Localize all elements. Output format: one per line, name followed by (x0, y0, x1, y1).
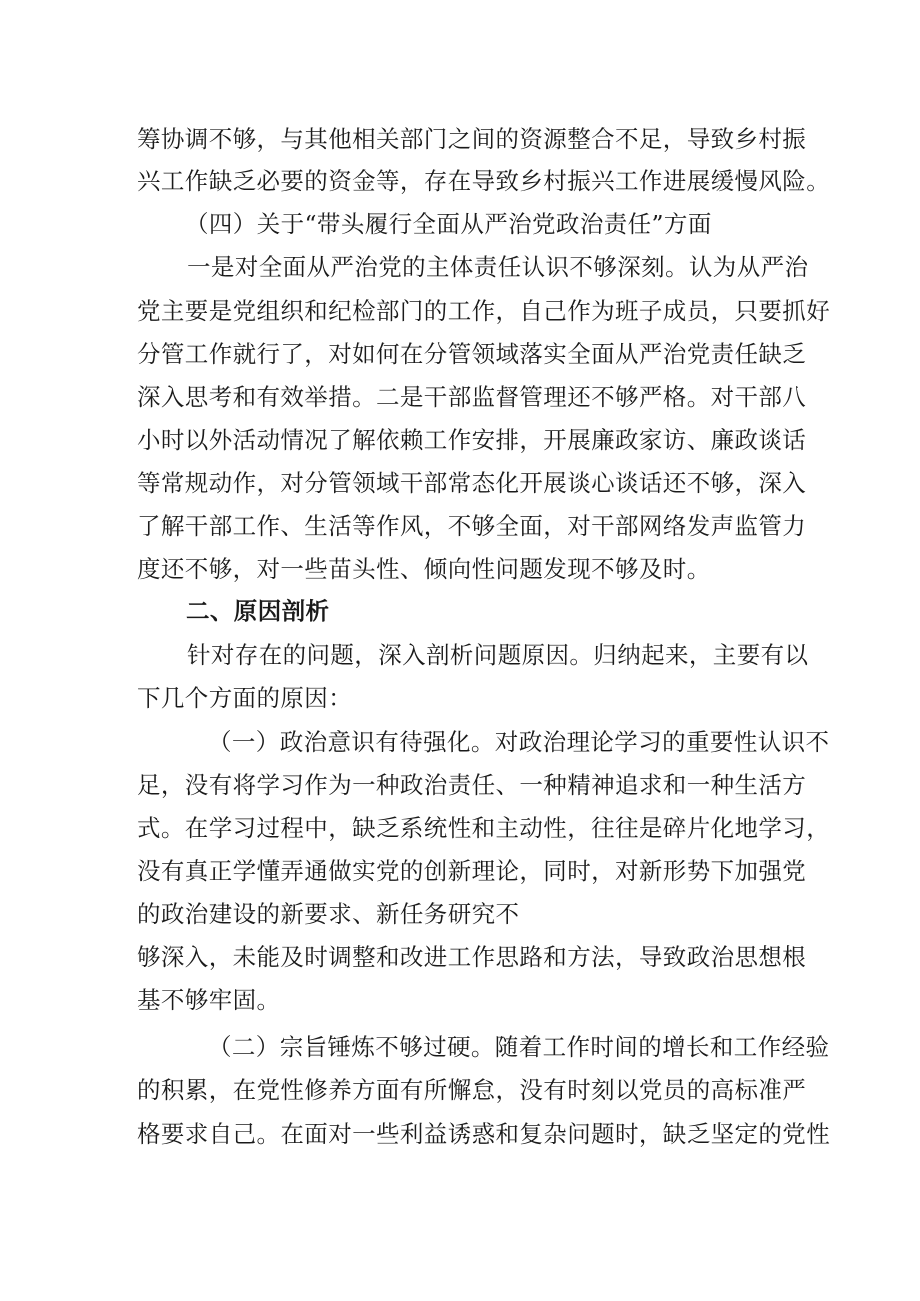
paragraph-line: 的政治建设的新要求、新任务研究不 (137, 900, 520, 928)
paragraph-line: 小时以外活动情况了解依赖工作安排，开展廉政家访、廉政谈话 (137, 426, 807, 454)
paragraph-line: （一）政治意识有待强化。对政治理论学习的重要性认识不 (208, 728, 830, 756)
paragraph-line: 党主要是党组织和纪检部门的工作，自己作为班子成员，只要抓好 (137, 297, 831, 325)
paragraph-line: 筹协调不够，与其他相关部门之间的资源整合不足，导致乡村振 (137, 125, 807, 153)
paragraph-line: 针对存在的问题，深入剖析问题原因。归纳起来，主要有以 (187, 641, 809, 669)
paragraph-line: 没有真正学懂弄通做实党的创新理论，同时，对新形势下加强党 (137, 857, 807, 885)
paragraph-line: 度还不够，对一些苗头性、倾向性问题发现不够及时。 (137, 555, 711, 583)
paragraph-line: 格要求自己。在面对一些利益诱惑和复杂问题时，缺乏坚定的党性 (137, 1120, 831, 1148)
paragraph-line: 分管工作就行了，对如何在分管领域落实全面从严治党责任缺乏 (137, 340, 807, 368)
section-heading: 二、原因剖析 (186, 597, 330, 625)
section-subheading: （四）关于“带头履行全面从严治党政治责任”方面 (185, 210, 712, 238)
paragraph-line: 下几个方面的原因： (137, 684, 353, 712)
paragraph-line: 式。在学习过程中，缺乏系统性和主动性，往往是碎片化地学习， (137, 814, 831, 842)
paragraph-line: 等常规动作，对分管领域干部常态化开展谈心谈话还不够，深入 (137, 469, 807, 497)
paragraph-line: （二）宗旨锤炼不够过硬。随着工作时间的增长和工作经验 (208, 1033, 830, 1061)
paragraph-line: 一是对全面从严治党的主体责任认识不够深刻。认为从严治 (187, 253, 809, 281)
paragraph-line: 足，没有将学习作为一种政治责任、一种精神追求和一种生活方 (137, 771, 807, 799)
paragraph-line: 的积累，在党性修养方面有所懈怠，没有时刻以党员的高标准严 (137, 1076, 807, 1104)
paragraph-line: 了解干部工作、生活等作风，不够全面，对干部网络发声监管力 (137, 512, 807, 540)
paragraph-line: 够深入，未能及时调整和改进工作思路和方法，导致政治思想根 (137, 943, 807, 971)
paragraph-line: 深入思考和有效举措。二是干部监督管理还不够严格。对干部八 (137, 383, 807, 411)
paragraph-line: 兴工作缺乏必要的资金等，存在导致乡村振兴工作进展缓慢风险。 (137, 167, 831, 195)
paragraph-line: 基不够牢固。 (137, 986, 281, 1014)
